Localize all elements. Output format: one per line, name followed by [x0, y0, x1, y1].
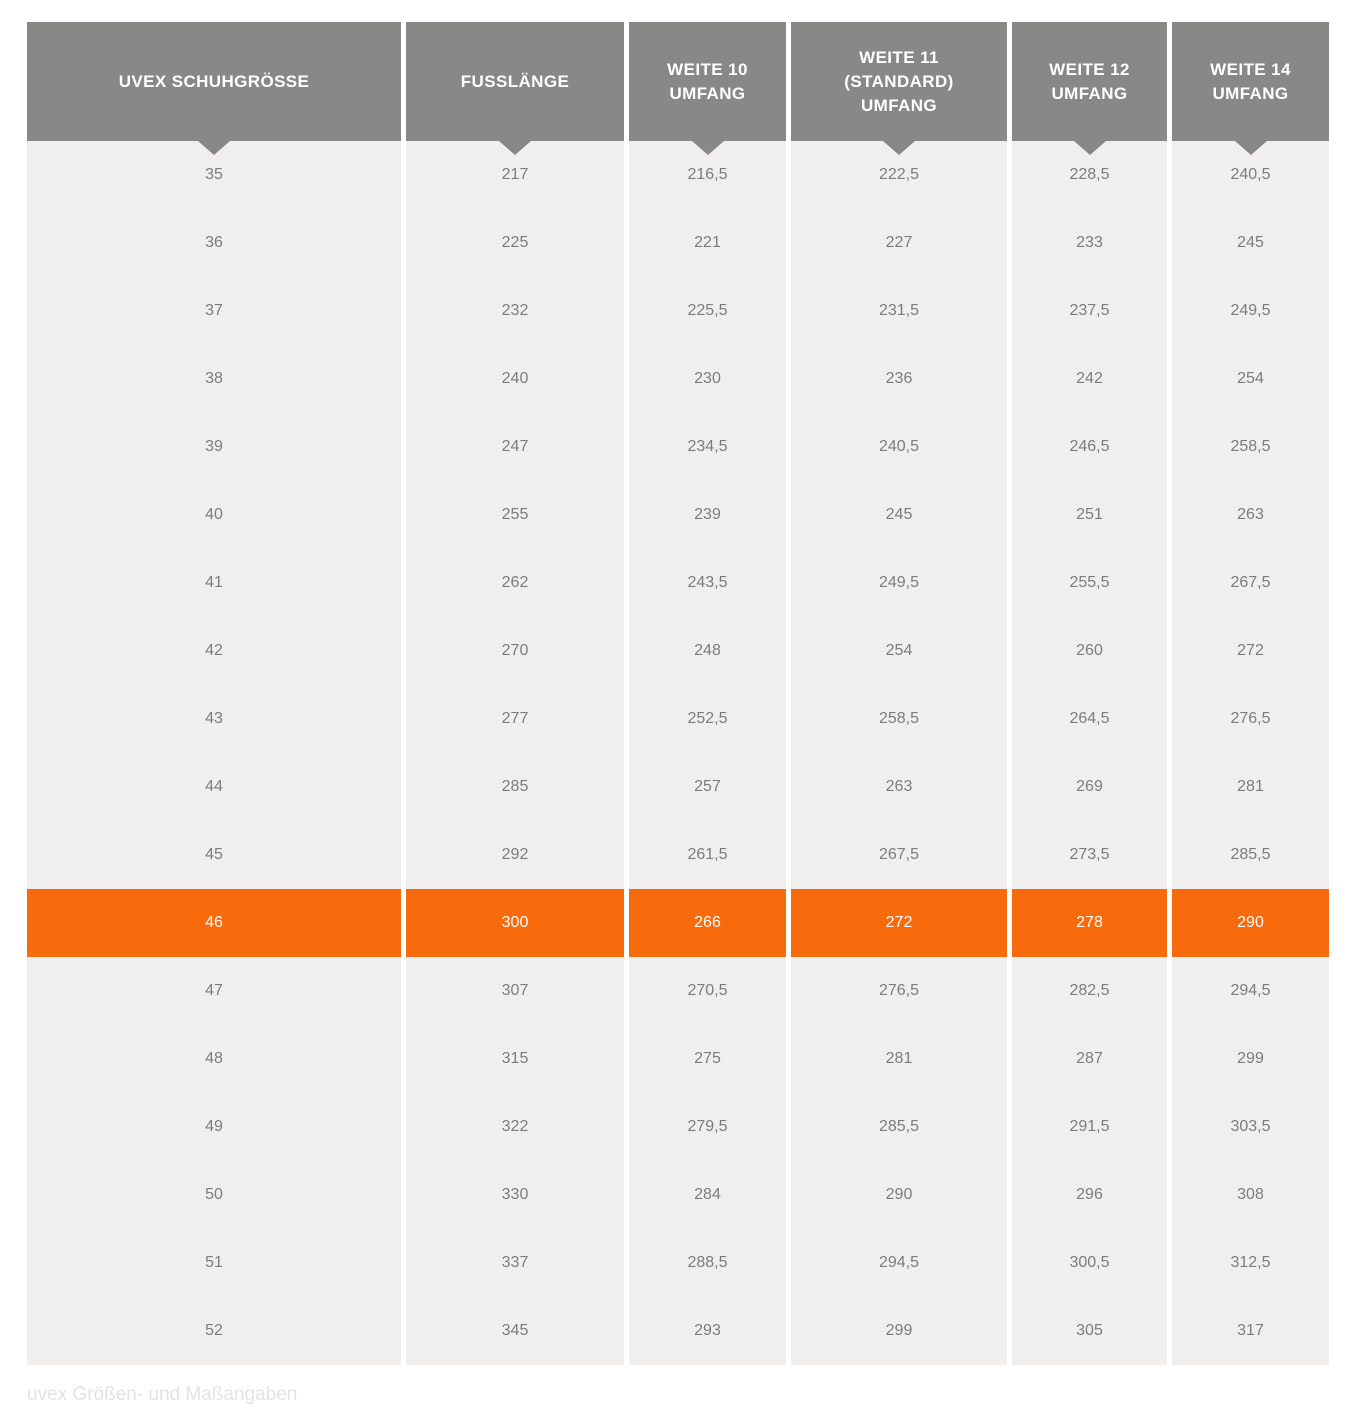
table-cell: 242: [1012, 345, 1167, 413]
highlighted-row-cell: 46: [27, 889, 401, 957]
table-cell: 248: [629, 617, 786, 685]
table-cell: 42: [27, 617, 401, 685]
table-cell: 345: [406, 1297, 624, 1365]
table-cell: 273,5: [1012, 821, 1167, 889]
table-caption: uvex Größen- und Maßangaben: [27, 1384, 298, 1405]
table-cell: 322: [406, 1093, 624, 1161]
highlighted-row-cell: 278: [1012, 889, 1167, 957]
table-cell: 337: [406, 1229, 624, 1297]
table-cell: 262: [406, 549, 624, 617]
table-cell: 267,5: [1172, 549, 1329, 617]
table-cell: 285,5: [791, 1093, 1007, 1161]
table-cell: 288,5: [629, 1229, 786, 1297]
table-cell: 281: [791, 1025, 1007, 1093]
table-cell: 40: [27, 481, 401, 549]
table-cell: 41: [27, 549, 401, 617]
header-arrow-down-icon: [1074, 141, 1106, 155]
table-cell: 48: [27, 1025, 401, 1093]
table-cell: 44: [27, 753, 401, 821]
table-cell: 222,5: [791, 141, 1007, 209]
table-cell: 50: [27, 1161, 401, 1229]
table-cell: 36: [27, 209, 401, 277]
table-cell: 221: [629, 209, 786, 277]
table-cell: 51: [27, 1229, 401, 1297]
highlighted-row-cell: 300: [406, 889, 624, 957]
column-header-label: UVEX SCHUHGRÖSSE: [118, 71, 310, 91]
table-cell: 285: [406, 753, 624, 821]
column-header-label: UMFANG: [860, 95, 938, 115]
table-cell: 261,5: [629, 821, 786, 889]
table-cell: 284: [629, 1161, 786, 1229]
table-cell: 299: [1172, 1025, 1329, 1093]
table-cell: 230: [629, 345, 786, 413]
table-cell: 255: [406, 481, 624, 549]
table-cell: 234,5: [629, 413, 786, 481]
table-cell: 312,5: [1172, 1229, 1329, 1297]
column-header-label: WEITE 10: [667, 59, 748, 79]
highlighted-row-cell: 266: [629, 889, 786, 957]
table-cell: 291,5: [1012, 1093, 1167, 1161]
table-cell: 240,5: [791, 413, 1007, 481]
table-cell: 240,5: [1172, 141, 1329, 209]
table-cell: 245: [1172, 209, 1329, 277]
table-cell: 43: [27, 685, 401, 753]
table-cell: 227: [791, 209, 1007, 277]
table-cell: 276,5: [791, 957, 1007, 1025]
table-cell: 236: [791, 345, 1007, 413]
table-cell: 35: [27, 141, 401, 209]
table-cell: 247: [406, 413, 624, 481]
header-arrow-down-icon: [198, 141, 230, 155]
table-cell: 270,5: [629, 957, 786, 1025]
column-header-weite-12: [1012, 22, 1167, 141]
table-cell: 264,5: [1012, 685, 1167, 753]
table-cell: 300,5: [1012, 1229, 1167, 1297]
table-cell: 237,5: [1012, 277, 1167, 345]
table-cell: 317: [1172, 1297, 1329, 1365]
column-header-label: WEITE 14: [1210, 59, 1291, 79]
table-cell: 257: [629, 753, 786, 821]
table-cell: 305: [1012, 1297, 1167, 1365]
table-cell: 277: [406, 685, 624, 753]
table-cell: 37: [27, 277, 401, 345]
table-cell: 263: [791, 753, 1007, 821]
header-arrow-down-icon: [1235, 141, 1267, 155]
table-cell: 303,5: [1172, 1093, 1329, 1161]
table-cell: 258,5: [791, 685, 1007, 753]
column-header-label: UMFANG: [1051, 83, 1128, 103]
table-cell: 249,5: [1172, 277, 1329, 345]
table-cell: 45: [27, 821, 401, 889]
table-cell: 294,5: [791, 1229, 1007, 1297]
table-cell: 217: [406, 141, 624, 209]
table-cell: 216,5: [629, 141, 786, 209]
table-cell: 315: [406, 1025, 624, 1093]
column-header-label: WEITE 11: [859, 47, 939, 67]
table-cell: 263: [1172, 481, 1329, 549]
header-arrow-down-icon: [499, 141, 531, 155]
table-cell: 255,5: [1012, 549, 1167, 617]
table-cell: 251: [1012, 481, 1167, 549]
header-arrow-down-icon: [883, 141, 915, 155]
column-header-label: UMFANG: [1212, 83, 1289, 103]
table-cell: 228,5: [1012, 141, 1167, 209]
table-cell: 287: [1012, 1025, 1167, 1093]
table-cell: 254: [1172, 345, 1329, 413]
table-cell: 281: [1172, 753, 1329, 821]
header-arrow-down-icon: [692, 141, 724, 155]
table-cell: 307: [406, 957, 624, 1025]
table-cell: 249,5: [791, 549, 1007, 617]
table-cell: 254: [791, 617, 1007, 685]
table-cell: 225,5: [629, 277, 786, 345]
table-cell: 282,5: [1012, 957, 1167, 1025]
column-header-label: UMFANG: [669, 83, 746, 103]
table-cell: 272: [1172, 617, 1329, 685]
table-cell: 269: [1012, 753, 1167, 821]
column-header-label: FUSSLÄNGE: [460, 71, 570, 91]
table-cell: 308: [1172, 1161, 1329, 1229]
table-cell: 279,5: [629, 1093, 786, 1161]
highlighted-row-cell: 272: [791, 889, 1007, 957]
table-cell: 299: [791, 1297, 1007, 1365]
table-cell: 240: [406, 345, 624, 413]
table-cell: 292: [406, 821, 624, 889]
highlighted-row-cell: 290: [1172, 889, 1329, 957]
table-cell: 243,5: [629, 549, 786, 617]
table-cell: 260: [1012, 617, 1167, 685]
table-cell: 285,5: [1172, 821, 1329, 889]
table-cell: 252,5: [629, 685, 786, 753]
size-table: [27, 22, 1329, 1365]
table-cell: 296: [1012, 1161, 1167, 1229]
table-cell: 49: [27, 1093, 401, 1161]
column-header-weite-11: [791, 22, 1007, 141]
table-cell: 330: [406, 1161, 624, 1229]
table-cell: 52: [27, 1297, 401, 1365]
table-cell: 47: [27, 957, 401, 1025]
table-cell: 246,5: [1012, 413, 1167, 481]
table-cell: 270: [406, 617, 624, 685]
table-cell: 225: [406, 209, 624, 277]
table-cell: 232: [406, 277, 624, 345]
table-cell: 294,5: [1172, 957, 1329, 1025]
table-cell: 245: [791, 481, 1007, 549]
column-header-weite-14: [1172, 22, 1329, 141]
table-cell: 233: [1012, 209, 1167, 277]
table-cell: 39: [27, 413, 401, 481]
table-cell: 258,5: [1172, 413, 1329, 481]
table-cell: 239: [629, 481, 786, 549]
table-cell: 275: [629, 1025, 786, 1093]
table-cell: 276,5: [1172, 685, 1329, 753]
column-header-label: WEITE 12: [1049, 59, 1130, 79]
table-cell: 290: [791, 1161, 1007, 1229]
table-cell: 267,5: [791, 821, 1007, 889]
column-header-fusslaenge: [406, 22, 624, 141]
table-cell: 293: [629, 1297, 786, 1365]
table-cell: 231,5: [791, 277, 1007, 345]
table-cell: 38: [27, 345, 401, 413]
column-header-schuhgroesse: [27, 22, 401, 141]
column-header-label: (STANDARD): [844, 71, 954, 91]
column-header-weite-10: [629, 22, 786, 141]
